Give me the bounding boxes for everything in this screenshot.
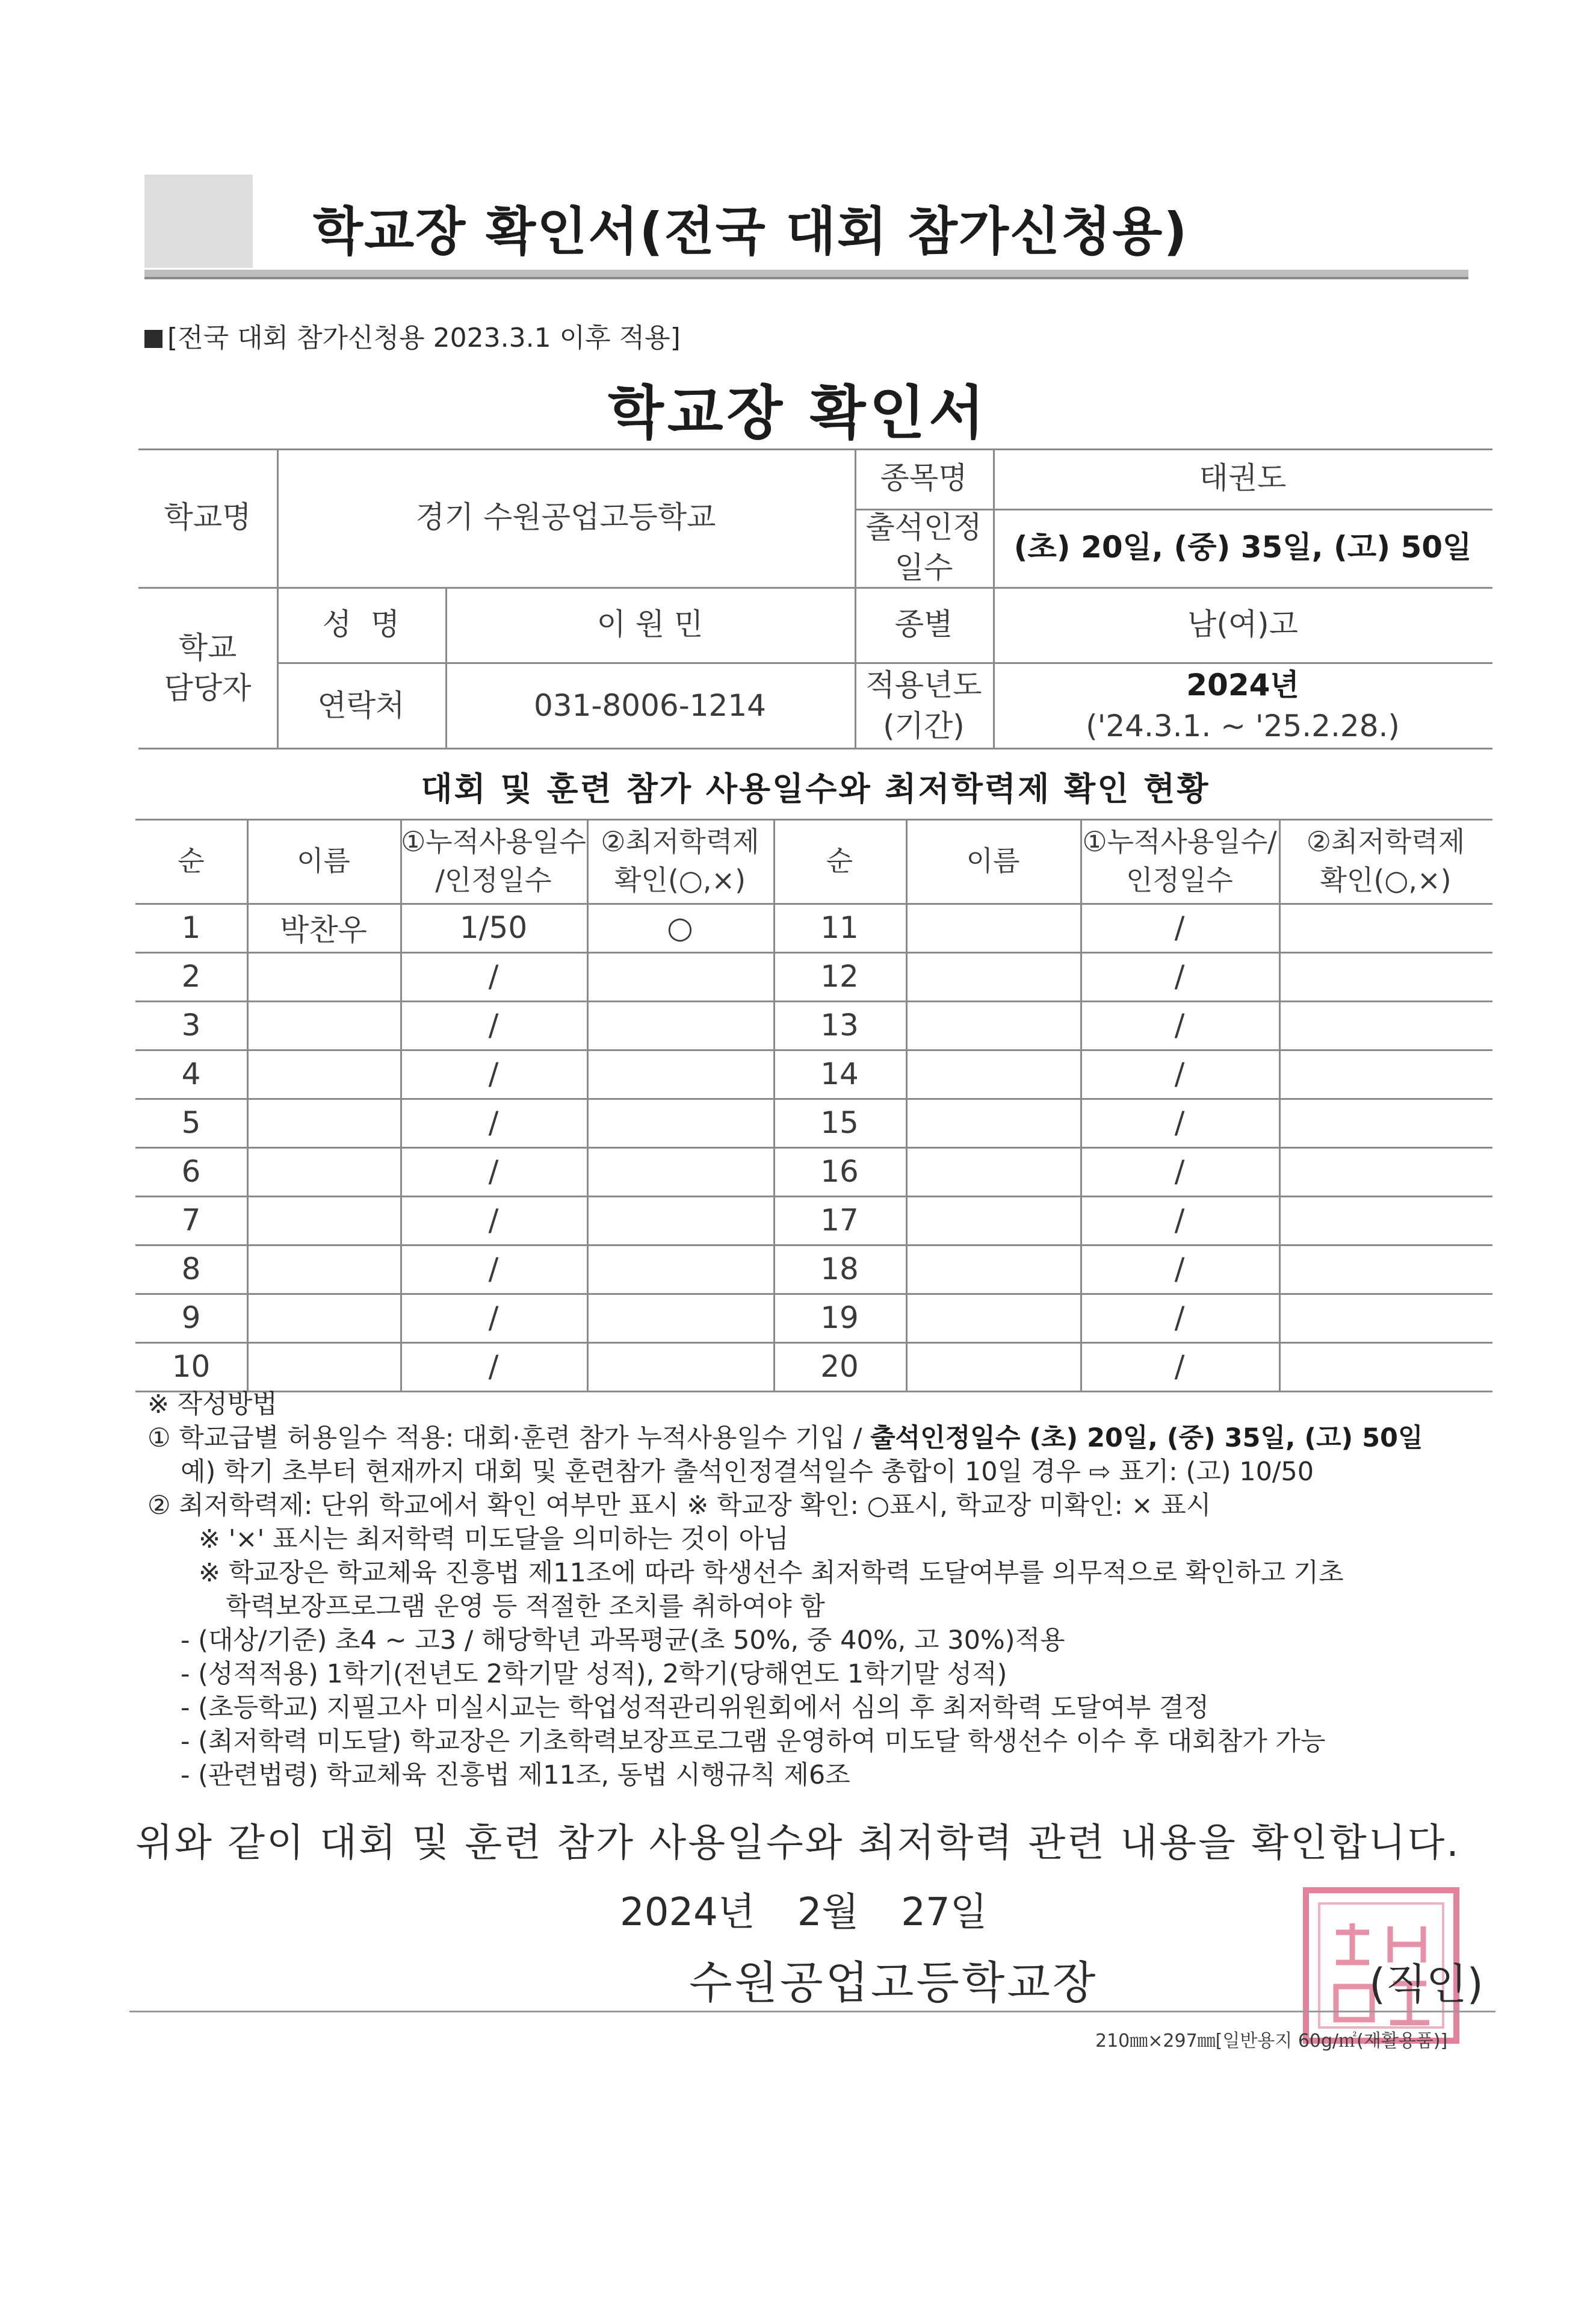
header-name: 이름: [297, 844, 350, 877]
row-days: 1/50: [459, 910, 528, 945]
detail-1: - (대상/기준) 초4 ~ 고3 / 해당학년 과목평균(초 50%, 중 40%, 고 30%)적용: [181, 1625, 1065, 1655]
row-name: [247, 1147, 400, 1196]
row-number: 5: [181, 1105, 201, 1140]
row-days: /: [1174, 1105, 1185, 1140]
gender-value: 남(여)고: [1187, 606, 1298, 642]
sport-label: 종목명: [880, 461, 968, 496]
page-title: 학교장 확인서: [608, 379, 988, 447]
row-check: [1279, 952, 1492, 1000]
banner-gray-block: [144, 175, 253, 268]
row-name: [247, 1098, 400, 1147]
row-check: [1279, 1147, 1492, 1196]
row-name: [906, 903, 1080, 952]
row-number: 14: [820, 1056, 859, 1091]
row-check: [587, 1000, 773, 1049]
banner-rule: [144, 270, 1468, 279]
row-check: [587, 1098, 773, 1147]
row-number: 8: [181, 1251, 201, 1286]
row-days: /: [1174, 1007, 1185, 1043]
row-check: [587, 1196, 773, 1244]
row-check: [587, 1244, 773, 1293]
sport-value: 태권도: [1199, 461, 1287, 496]
row-number: 10: [172, 1348, 211, 1384]
row-name: 박찬우: [280, 912, 367, 948]
phone-label: 연락처: [317, 687, 405, 723]
year-value-cell: [993, 662, 1492, 749]
notes: [147, 1388, 1495, 1792]
note-2-b2: 학력보장프로그램 운영 등 적절한 조치를 취하여야 함: [226, 1592, 825, 1622]
row-check: [1279, 1342, 1492, 1391]
date-day: 27일: [901, 1890, 988, 1935]
header-no: 순: [826, 844, 853, 877]
row-number: 20: [820, 1348, 859, 1384]
row-days: /: [488, 1056, 499, 1091]
row-name: [906, 1147, 1080, 1196]
row-days: /: [488, 1251, 499, 1286]
row-check: [587, 1147, 773, 1196]
name-value: 이 원 민: [596, 606, 704, 642]
attendance-label: 출석인정 일수: [865, 509, 982, 585]
row-name: [247, 1244, 400, 1293]
seal-mark: (직인): [1369, 1959, 1483, 2009]
detail-2: - (성적적용) 1학기(전년도 2학기말 성적), 2학기(당해연도 1학기말 성적): [181, 1659, 1007, 1689]
info-table: [138, 448, 1492, 749]
row-days: /: [488, 958, 499, 994]
note-1: [147, 1421, 1495, 1455]
row-check: ○: [667, 910, 693, 945]
issue-date: [620, 1881, 1030, 1937]
row-name: [906, 1293, 1080, 1342]
phone-value: 031-8006-1214: [533, 687, 766, 723]
row-number: 9: [181, 1300, 201, 1335]
row-name: [247, 1196, 400, 1244]
note-1-text: ① 학교급별 허용일수 적용: 대회·훈련 참가 누적사용일수 기입 /: [147, 1423, 871, 1453]
row-number: 7: [181, 1202, 201, 1238]
row-days: /: [1174, 1348, 1185, 1384]
usage-title: 대회 및 훈련 참가 사용일수와 최저학력제 확인 현황: [421, 770, 1210, 808]
row-name: [247, 1049, 400, 1098]
row-name: [247, 1342, 400, 1391]
row-days: /: [1174, 1056, 1185, 1091]
header-no: 순: [178, 844, 205, 877]
detail-4: - (최저학력 미도달) 학교장은 기초학력보장프로그램 운영하여 미도달 학생선수 이수 후 대회참가 가능: [181, 1726, 1326, 1757]
date-month: 2월: [797, 1890, 859, 1935]
row-name: [247, 1293, 400, 1342]
row-name: [906, 1000, 1080, 1049]
banner-title: 학교장 확인서(전국 대회 참가신청용): [313, 202, 1189, 262]
row-number: 18: [820, 1251, 859, 1286]
date-year: 2024년: [620, 1890, 755, 1935]
row-number: 11: [820, 910, 859, 945]
row-days: /: [1174, 1251, 1185, 1286]
row-name: [906, 1244, 1080, 1293]
row-days: /: [488, 1153, 499, 1189]
row-check: [587, 1342, 773, 1391]
row-number: 3: [181, 1007, 201, 1043]
school-value: 경기 수원공업고등학교: [415, 500, 716, 535]
row-days: /: [488, 1105, 499, 1140]
row-days: /: [488, 1300, 499, 1335]
scope-note-text: [전국 대회 참가신청용 2023.3.1 이후 적용]: [167, 323, 681, 353]
row-name: [906, 1049, 1080, 1098]
row-check: [1279, 1098, 1492, 1147]
scope-note: [144, 316, 681, 355]
row-number: 2: [181, 958, 201, 994]
row-check: [1279, 1293, 1492, 1342]
row-name: [906, 1098, 1080, 1147]
row-days: /: [488, 1007, 499, 1043]
row-days: /: [488, 1348, 499, 1384]
detail-3: - (초등학교) 지필고사 미실시교는 학업성적관리위원회에서 심의 후 최저학력 도달여부 결정: [181, 1693, 1209, 1723]
paper-spec: 210㎜×297㎜[일반용지 60g/㎡(재활용품)]: [1095, 2030, 1448, 2052]
row-days: /: [1174, 958, 1185, 994]
row-check: [1279, 1000, 1492, 1049]
year-label: 적용년도 (기간): [865, 668, 982, 743]
header-days: ①누적사용일수 /인정일수: [401, 825, 586, 896]
principal-title: 수원공업고등학교장: [689, 1957, 1098, 2009]
note-2-a: ※ '×' 표시는 최저학력 미도달을 의미하는 것이 아님: [199, 1524, 789, 1554]
row-check: [587, 1293, 773, 1342]
row-check: [587, 1049, 773, 1098]
row-name: [247, 952, 400, 1000]
header-check: ②최저학력제 확인(○,×): [601, 825, 759, 896]
note-1-bold: 출석인정일수 (초) 20일, (중) 35일, (고) 50일: [870, 1423, 1423, 1453]
note-1-example: 예) 학기 초부터 현재까지 대회 및 훈련참가 출석인정결석일수 총합이 10일 경우 ⇨ 표기: (고) 10/50: [181, 1457, 1314, 1487]
detail-5: - (관련법령) 학교체육 진흥법 제11조, 동법 시행규칙 제6조: [181, 1760, 850, 1790]
row-number: 6: [181, 1153, 201, 1189]
note-2-b: ※ 학교장은 학교체육 진흥법 제11조에 따라 학생선수 최저학력 도달여부를 의무적으로 확인하고 기초: [199, 1558, 1344, 1588]
name-label: 성 명: [322, 606, 400, 642]
notes-heading: ※ 작성방법: [147, 1389, 277, 1419]
school-label: 학교명: [164, 500, 252, 535]
gender-label: 종별: [894, 606, 953, 642]
square-bullet-icon: [144, 330, 162, 348]
row-number: 4: [181, 1056, 201, 1091]
row-days: /: [1174, 1153, 1185, 1189]
confirmation-statement: 위와 같이 대회 및 훈련 참가 사용일수와 최저학력 관련 내용을 확인합니다.: [135, 1821, 1461, 1866]
row-name: [247, 1000, 400, 1049]
period-value: ('24.3.1. ~ '25.2.28.): [1086, 708, 1400, 743]
row-number: 13: [820, 1007, 859, 1043]
row-days: /: [1174, 1300, 1185, 1335]
header-check: ②최저학력제 확인(○,×): [1306, 825, 1465, 896]
row-number: 1: [181, 910, 201, 945]
row-name: [906, 1196, 1080, 1244]
header-days: ①누적사용일수/ 인정일수: [1082, 825, 1277, 896]
row-name: [906, 952, 1080, 1000]
row-days: /: [1174, 1202, 1185, 1238]
row-number: 16: [820, 1153, 859, 1189]
row-check: [1279, 903, 1492, 952]
row-days: /: [488, 1202, 499, 1238]
row-number: 15: [820, 1105, 859, 1140]
row-check: [587, 952, 773, 1000]
year-value: 2024년: [1186, 668, 1299, 703]
note-2: ② 최저학력제: 단위 학교에서 확인 여부만 표시 ※ 학교장 확인: ○표시, 학교장 미확인: × 표시: [147, 1491, 1211, 1521]
contact-person-label: 학교 담당자: [164, 630, 252, 706]
row-check: [1279, 1196, 1492, 1244]
row-number: 19: [820, 1300, 859, 1335]
usage-table: [135, 819, 1492, 1391]
row-name: [906, 1342, 1080, 1391]
attendance-value: (초) 20일, (중) 35일, (고) 50일: [1013, 530, 1472, 565]
row-days: /: [1174, 910, 1185, 945]
bottom-rule: [129, 2011, 1495, 2012]
header-name: 이름: [966, 844, 1020, 877]
row-check: [1279, 1049, 1492, 1098]
row-number: 17: [820, 1202, 859, 1238]
row-number: 12: [820, 958, 859, 994]
row-check: [1279, 1244, 1492, 1293]
